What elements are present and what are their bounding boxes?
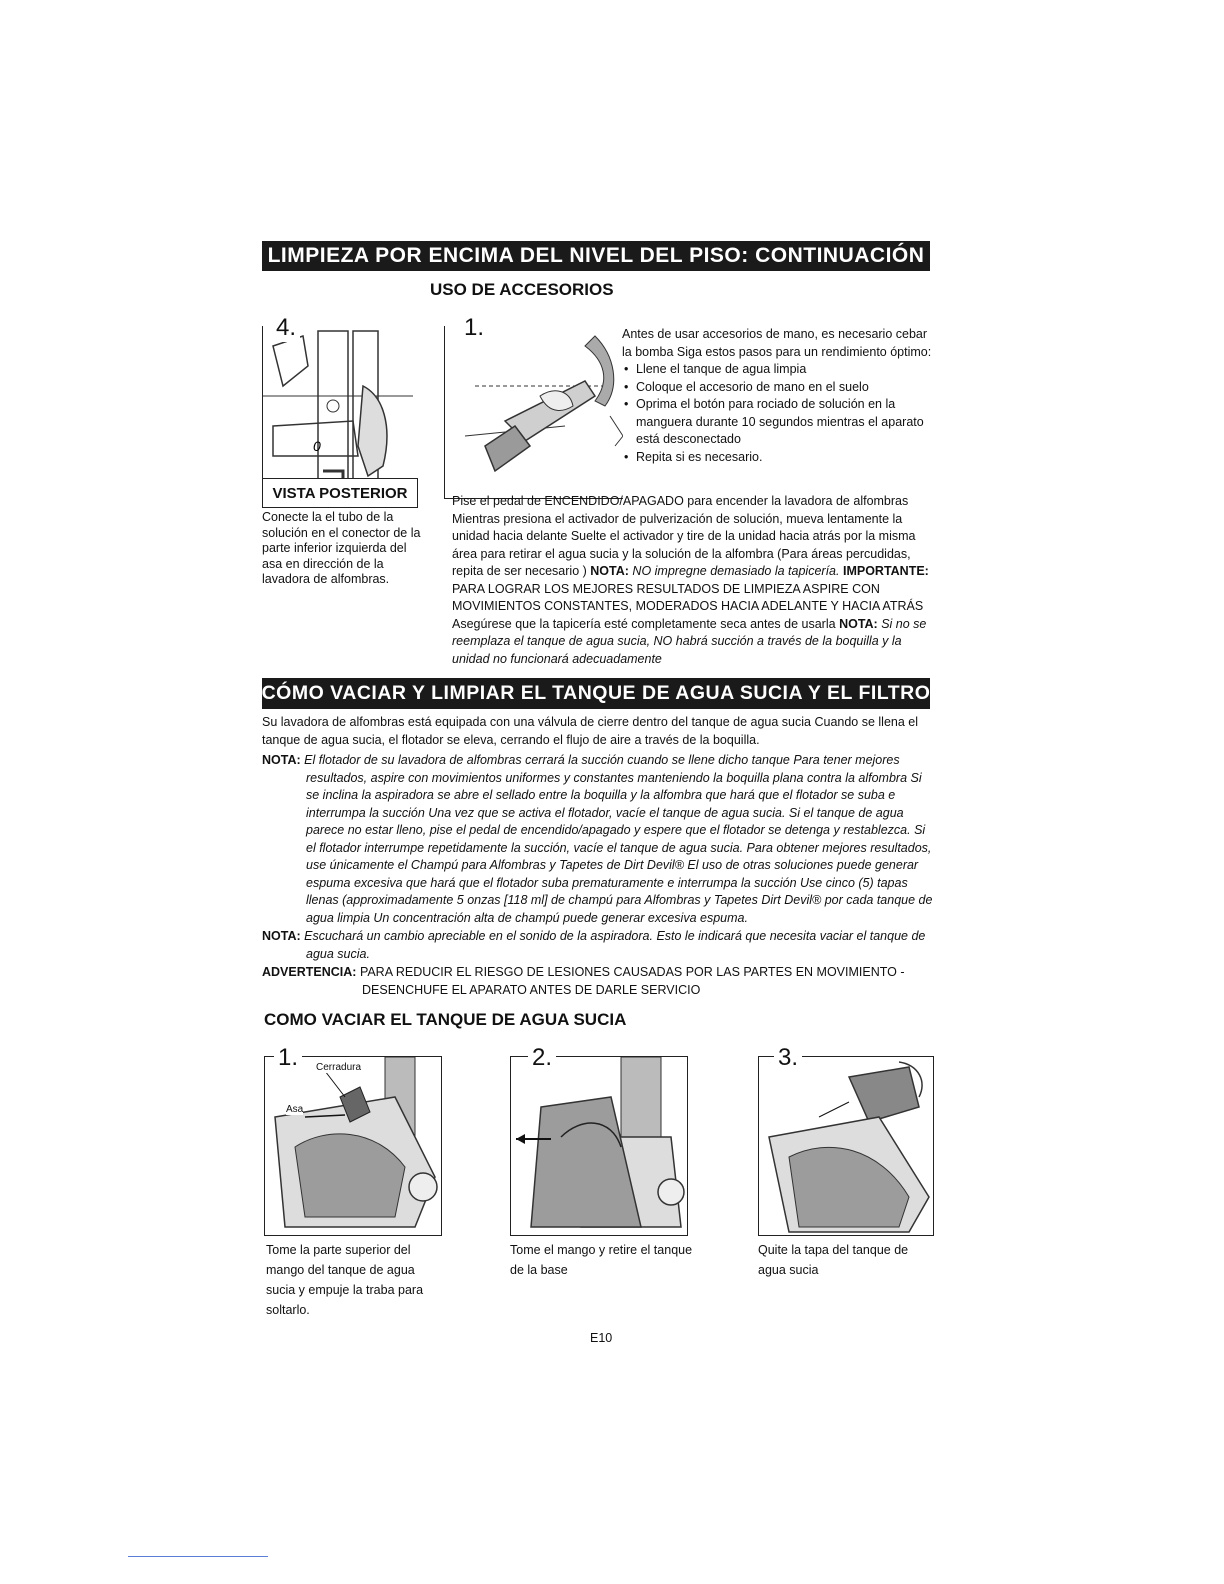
nota1-text: NO impregne demasiado la tapicería. xyxy=(632,564,840,578)
empty-step-2-figure xyxy=(510,1056,688,1236)
intro-paragraph: Antes de usar accesorios de mano, es necesario cebar la bomba Siga estos pasos para un rendimiento óptimo: xyxy=(622,327,932,359)
nota2-text: Si no se reemplaza el tanque de agua sucia, NO habrá succión a través de la boquilla y la unidad no funcionará adecuadamente xyxy=(452,616,927,666)
svg-text:0: 0 xyxy=(313,438,321,454)
banner-text: LIMPIEZA POR ENCIMA DEL NIVEL DEL PISO: CONTINUACIÓN xyxy=(267,244,925,267)
nota-b-text: Escuchará un cambio apreciable en el sonido de la aspiradora. Esto le indicará que necesita vaciar el tanque de agua sucia. xyxy=(304,929,926,961)
figure-1-hand-tool xyxy=(444,326,623,499)
footer-rule xyxy=(128,1556,268,1557)
subheading-uso-accesorios: USO DE ACCESORIOS xyxy=(430,280,614,299)
body-part2: Asegúrese que la tapicería esté completamente seca antes de usarla xyxy=(452,616,836,631)
steps-list xyxy=(622,361,932,466)
importante-label: IMPORTANTE: xyxy=(842,564,929,578)
asa-label: Asa xyxy=(286,1104,304,1115)
importante-text: PARA LOGRAR LOS MEJORES RESULTADOS DE LIMPIEZA ASPIRE CON MOVIMIENTOS CONSTANTES, MODERADOS HACIA ADELANTE Y HACIA ATRÁS xyxy=(452,581,924,613)
empty-step-2-caption: Tome el mango y retire el tanque de la base xyxy=(510,1243,693,1277)
step-item: • Coloque el accesorio de mano en el suelo xyxy=(636,379,932,397)
nota-a-label: NOTA: xyxy=(262,753,301,767)
step-item: • Oprima el botón para rociado de solución en la manguera durante 10 segundos mientras el aparato está desconectado xyxy=(636,396,932,449)
figure-4-number: 4. xyxy=(272,314,300,342)
nota2-label: NOTA: xyxy=(839,616,878,631)
empty-step-1-figure xyxy=(264,1056,442,1236)
section2-intro: Su lavadora de alfombras está equipada con una válvula de cierre dentro del tanque de agua sucia Cuando se llena el tanque de agua sucia, el flotador se eleva, cerrando el flujo de aire a través de la boquilla. xyxy=(262,715,919,747)
step-item: • Repita si es necesario. xyxy=(636,449,932,467)
empty-step-3-number: 3. xyxy=(774,1044,802,1072)
cerradura-label: Cerradura xyxy=(316,1062,362,1073)
step-item: • Llene el tanque de agua limpia xyxy=(636,361,932,379)
nota-a-text: El flotador de su lavadora de alfombras cerrará la succión cuando se llene dicho tanque Para tener mejores resultados, aspire con movimientos uniformes y constantes manteniendo la boquilla plana contra la alfombra Si se inclina la aspiradora se abre el sellado entre la boquilla y la alfombra que hará que el flotador se suba e interrumpa la succión Una vez que se activa el flotador, vacíe el tanque de agua sucia. Si el tanque de agua parece no estar lleno, pise el pedal de encendido/apagado y espere que el flotador se detenga y restablezca. Si el flotador interrumpe repetidamente la succión, vacíe el tanque de agua sucia. Para obtener mejores resultados, use únicamente el Champú para Alfombras y Tapetes de Dirt Devil® El uso de otras soluciones puede generar espuma excesiva que hará que el flotador suba prematuramente e interrumpa la succión Use cinco (5) tapas llenas (approximadamente 5 onzas [118 ml] de champú para Alfombras y Tapetes Dirt Devil® por cada tanque de agua limpia Un concentración alta de champú puede generar excesiva espuma. xyxy=(304,753,933,925)
empty-step-3-caption: Quite la tapa del tanque de agua sucia xyxy=(758,1243,909,1277)
nota-b-block xyxy=(262,928,934,963)
tank-lid-illustration xyxy=(759,1057,933,1235)
vista-posterior-label: VISTA POSTERIOR xyxy=(262,478,418,508)
empty-step-1-number: 1. xyxy=(274,1044,302,1072)
hand-tool-illustration xyxy=(445,326,623,498)
subheading-vaciar-tanque: COMO VACIAR EL TANQUE DE AGUA SUCIA xyxy=(264,1010,627,1029)
section-banner-limpieza xyxy=(262,241,930,271)
advertencia-label: ADVERTENCIA: xyxy=(262,965,357,979)
page-number: E10 xyxy=(590,1331,613,1345)
tank-remove-illustration xyxy=(511,1057,687,1235)
figure-4-caption: Conecte la el tubo de la solución en el conector de la parte inferior izquierda del asa en dirección de la lavadora de alfombras. xyxy=(262,510,421,586)
advertencia-block xyxy=(262,964,934,999)
banner-text: CÓMO VACIAR Y LIMPIAR EL TANQUE DE AGUA SUCIA Y EL FILTRO xyxy=(262,682,930,704)
body-part1: Pise el pedal de ENCENDIDO/APAGADO para encender la lavadora de alfombras Mientras presiona el activador de pulverización de solución, mueva lentamente la unidad hacia delante Suelte el activador y tire de la unidad hacia atrás por la misma área para retirar el agua sucia y la solución de la alfombra (Para áreas percudidas, repita de ser necesario ) xyxy=(452,494,916,578)
accessories-intro-text xyxy=(622,326,932,466)
nota-b-label: NOTA: xyxy=(262,929,301,943)
empty-step-2-number: 2. xyxy=(528,1044,556,1072)
advertencia-text: PARA REDUCIR EL RIESGO DE LESIONES CAUSADAS POR LAS PARTES EN MOVIMIENTO - DESENCHUFE EL APARATO ANTES DE DARLE SERVICIO xyxy=(359,965,905,997)
empty-step-1-caption: Tome la parte superior del mango del tanque de agua sucia y empuje la traba para soltarlo. xyxy=(266,1243,424,1317)
empty-step-3-figure xyxy=(758,1056,934,1236)
nota1-label: NOTA: xyxy=(590,564,629,578)
accessories-body-text xyxy=(452,493,934,668)
nota-a-block xyxy=(262,752,934,927)
section-banner-vaciar xyxy=(262,678,930,709)
tank-latch-illustration xyxy=(265,1057,441,1235)
figure-1-number: 1. xyxy=(460,314,488,342)
